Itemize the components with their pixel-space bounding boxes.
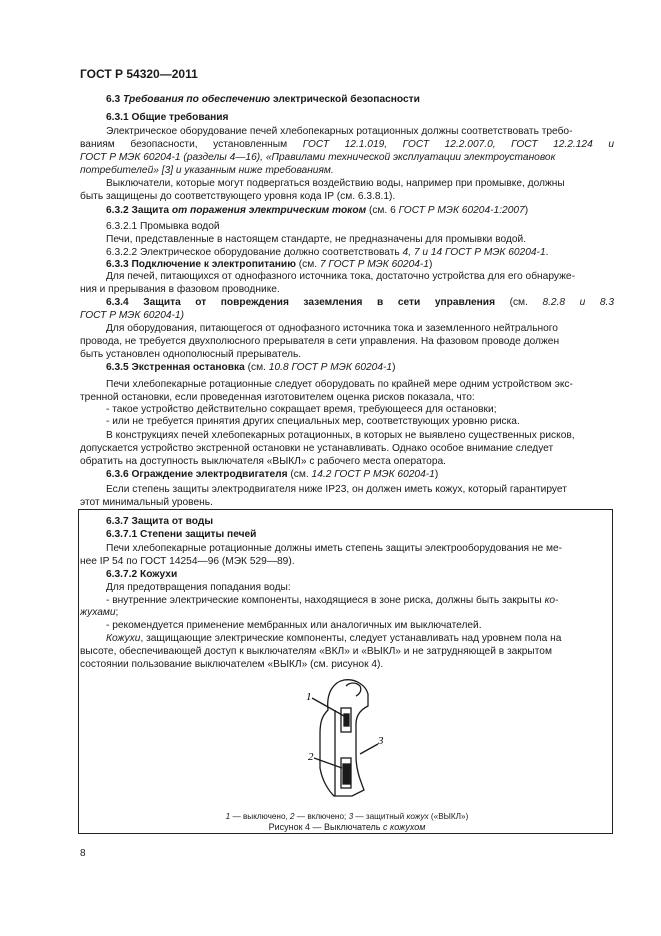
subsection-6-3-7-2: 6.3.7.2 Кожухи: [106, 569, 178, 580]
para-line: допускается устройство экстренной остановки не устанавливать. Однако особое внимание следует: [80, 443, 554, 454]
para-line: Для печей, питающихся от однофазного источника тока, достаточно устройства для его обнаруже-: [106, 271, 575, 282]
para-line: Электрическое оборудование печей хлебопекарных ротационных должны соответствовать требо-: [106, 126, 573, 137]
para-line: Выключатели, которые могут подвергаться воздействию воды, например при промывке, должны: [106, 178, 565, 189]
bullet-item: - такое устройство действительно сокращает время, требующееся для остановки;: [106, 404, 497, 415]
subsection-6-3-7-1: 6.3.7.1 Степени защиты печей: [106, 529, 257, 540]
para-line: Для оборудования, питающегося от однофазного источника тока и заземленного нейтрального: [106, 323, 558, 334]
para-line: В конструкциях печей хлебопекарных ротационных, в которых не выявлено существенных рисков,: [106, 430, 575, 441]
para-line: быть защищены до соответствующего уровня кода IP (см. 6.3.8.1).: [80, 191, 396, 202]
para-line: этот минимальный уровень.: [80, 497, 213, 508]
para-line: Печи хлебопекарные ротационные должны иметь степень защиты электрооборудования не ме-: [106, 543, 563, 554]
para-line: тренной остановки, если проведенная изготовителем оценка рисков показала, что:: [80, 392, 475, 403]
para-line: Если степень защиты электродвигателя ниже IP23, он должен иметь кожух, который гарантирует: [106, 484, 567, 495]
figure-caption: Рисунок 4 — Выключатель с кожухом: [268, 822, 426, 832]
leader-3: [360, 744, 378, 754]
leader-2: [314, 758, 342, 768]
figure-label-2: 2: [308, 751, 314, 763]
para-line: быть установлен однополюсный прерыватель.: [80, 349, 302, 360]
para-line: высоте, обеспечивающей доступ к выключателям «ВКЛ» и «ВЫКЛ» и не затрудняющей в закрытом: [80, 646, 552, 657]
section-6-3-1-title: 6.3.1 Общие требования: [106, 112, 229, 123]
figure-label-1: 1: [306, 691, 312, 703]
para-line: Для предотвращения попадания воды:: [106, 582, 291, 593]
switch-cover-figure: [290, 672, 410, 812]
para-line: Печи хлебопекарные ротационные следует оборудовать по крайней мере одним устройством экс-: [106, 379, 573, 390]
figure-label-3: 3: [378, 735, 384, 747]
subsection-6-3-2-1: 6.3.2.1 Промывка водой: [106, 221, 220, 232]
para-line: провода, не требуется двухполюсного прерывателя в сети управления. На фазовом проводе должен: [80, 336, 560, 347]
subsection-6-3-2-2: 6.3.2.2 Электрическое оборудование должно соответствовать 4, 7 и 14 ГОСТ Р МЭК 60204-1.: [106, 247, 549, 258]
section-6-3-4-title: 6.3.4 Защита от повреждения заземления в сети управления (см. 8.2.8 и 8.3: [106, 297, 614, 308]
section-6-3-title: 6.3 Требования по обеспечению электрической безопасности: [106, 94, 420, 105]
para-line: Кожухи, защищающие электрические компоненты, следует устанавливать над уровнем пола на: [106, 633, 562, 644]
section-6-3-6-title: 6.3.6 Ограждение электродвигателя (см. 14.2 ГОСТ Р МЭК 60204-1): [106, 469, 439, 480]
para-line: обратить на доступность выключателя «ВЫКЛ» с рабочего места оператора.: [80, 456, 446, 467]
section-6-3-5-title: 6.3.5 Экстренная остановка (см. 10.8 ГОСТ Р МЭК 60204-1): [106, 362, 396, 373]
para-line: ния и прерывания в фазовом проводнике.: [80, 284, 280, 295]
cover-hook: [346, 683, 361, 696]
para-line: ГОСТ Р МЭК 60204-1 (разделы 4—16), «Правилами технической эксплуатации электроустановок: [80, 152, 556, 163]
para-line: ваниям безопасности, установленным ГОСТ 12.1.019, ГОСТ 12.2.007.0, ГОСТ 12.2.124 и: [80, 139, 614, 150]
section-6-3-7-title: 6.3.7 Защита от воды: [106, 516, 214, 527]
figure-legend: 1 — выключено, 2 — включено; 3 — защитный кожух («ВЫКЛ»): [225, 812, 469, 821]
para-line: ГОСТ Р МЭК 60204-1): [80, 310, 184, 321]
section-6-3-3-title: 6.3.3 Подключение к электропитанию (см. 7 ГОСТ Р МЭК 60204-1): [106, 259, 433, 270]
para-line: Печи, представленные в настоящем стандарте, не предназначены для промывки водой.: [106, 234, 527, 245]
bullet-item: - внутренние электрические компоненты, находящиеся в зоне риска, должны быть закрыты ко-: [106, 595, 559, 606]
para-line: потребителей» [3] и указанным ниже требованиям.: [80, 165, 334, 176]
section-6-3-2-title: 6.3.2 Защита от поражения электрическим током (см. 6 ГОСТ Р МЭК 60204-1:2007): [106, 205, 529, 216]
doc-header: ГОСТ Р 54320—2011: [80, 67, 198, 81]
para-line: нее IP 54 по ГОСТ 14254—96 (МЭК 529—89).: [80, 556, 295, 567]
para-line: состоянии пользование выключателем «ВЫКЛ» (см. рисунок 4).: [80, 659, 384, 670]
page-number: 8: [80, 848, 86, 859]
bullet-item: - или не требуется принятия других специальных мер, соответствующих уровню риска.: [106, 416, 520, 427]
bullet-item-cont: жухами;: [80, 607, 119, 618]
bullet-item: - рекомендуется применение мембранных или аналогичных им выключателей.: [106, 620, 482, 631]
